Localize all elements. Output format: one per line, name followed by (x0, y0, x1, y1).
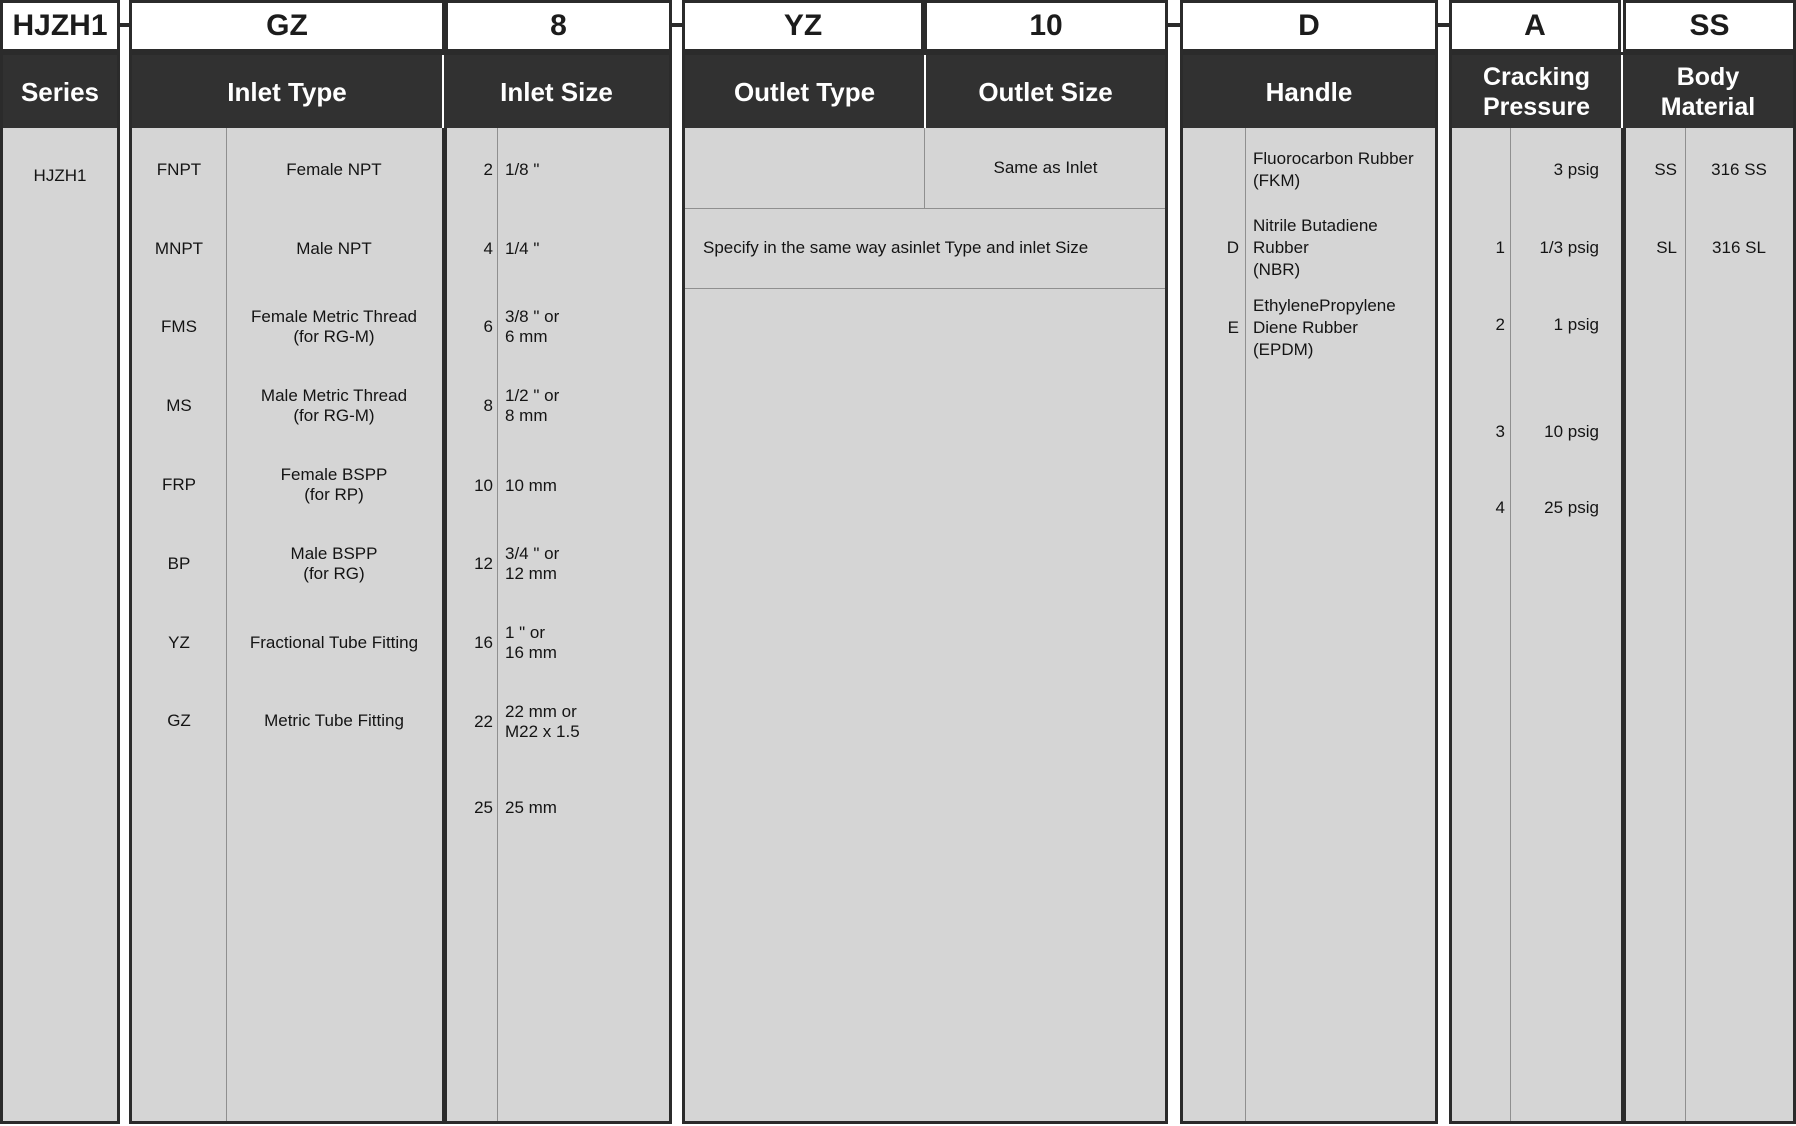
inlet-type-option (132, 544, 442, 584)
cracking-pressure-header: Cracking Pressure (1482, 62, 1591, 121)
section-handle (1180, 0, 1438, 1124)
section-divider (1621, 128, 1626, 1121)
inlet-type-option (132, 465, 442, 505)
option-code: 4 (483, 239, 493, 258)
inlet-type-option (132, 386, 442, 426)
option-label: Female Metric Thread (for RG-M) (251, 307, 417, 346)
option-code: 10 (474, 476, 493, 495)
handle-option (1183, 148, 1435, 192)
option-code: 6 (483, 317, 493, 336)
option-label: 1/2 " or 8 mm (505, 386, 560, 425)
row-divider (685, 288, 1165, 289)
option-code: E (1227, 318, 1239, 337)
option-code: 1 (1495, 238, 1505, 257)
option-code (1452, 160, 1510, 180)
body-material-option (1626, 238, 1793, 258)
option-code: MNPT (154, 239, 204, 258)
option-label: 25 mm (505, 798, 557, 817)
option-label: 10 psig (1544, 422, 1599, 441)
column-divider (924, 128, 925, 208)
option-label: EthylenePropylene Diene Rubber (EPDM) (1253, 296, 1396, 359)
section-outlet (682, 0, 1168, 1124)
option-code: 4 (1495, 498, 1505, 517)
section-series (0, 0, 120, 1124)
option-label: 1 " or 16 mm (505, 623, 557, 662)
option-code: 22 (474, 712, 493, 731)
inlet-type-option (132, 160, 442, 180)
body-material-option (1626, 160, 1793, 180)
option-code: 12 (474, 554, 493, 573)
section-pressure-material (1449, 0, 1796, 1124)
body-material-code-box: SS (1623, 0, 1796, 52)
option-label: Metric Tube Fitting (264, 711, 404, 730)
body-material-header: Body Material (1660, 62, 1756, 121)
option-code: 2 (1495, 315, 1505, 334)
option-label: 1 psig (1553, 315, 1599, 334)
inlet-size-option (447, 476, 669, 496)
option-label: Male NPT (296, 239, 372, 258)
option-label: 316 SL (1712, 238, 1766, 257)
outlet-size-note: Same as Inlet (993, 158, 1098, 177)
option-label: Male BSPP (for RG) (290, 544, 378, 583)
option-label: 3/8 " or 6 mm (505, 307, 560, 346)
column-divider (1510, 128, 1511, 1121)
inlet-type-header: Inlet Type (227, 76, 347, 107)
outlet-spec-note: Specify in the same way asinlet Type and inlet Size (703, 238, 1089, 257)
handle-code-box: D (1180, 0, 1438, 52)
option-label: Fractional Tube Fitting (249, 633, 419, 652)
inlet-type-option (132, 633, 442, 653)
option-code: BP (167, 554, 191, 573)
option-label: Male Metric Thread (for RG-M) (260, 386, 408, 425)
section-inlet (129, 0, 672, 1124)
option-code: FMS (161, 317, 197, 336)
option-code: GZ (167, 711, 191, 730)
option-code: 2 (483, 160, 493, 179)
option-code: 25 (474, 798, 493, 817)
option-label: Fluorocarbon Rubber (FKM) (1253, 149, 1414, 190)
option-code: MS (166, 396, 192, 415)
inlet-size-option (447, 702, 669, 742)
inlet-type-option (132, 307, 442, 347)
option-code: 8 (483, 396, 493, 415)
column-divider (226, 128, 227, 1121)
series-code-box: HJZH1 (0, 0, 120, 52)
cracking-pressure-code-box: A (1449, 0, 1621, 52)
cracking-pressure-option (1452, 422, 1621, 442)
inlet-type-code-box: GZ (129, 0, 445, 52)
handle-header: Handle (1265, 76, 1353, 107)
outlet-size-code-box: 10 (924, 0, 1168, 52)
cracking-pressure-option (1452, 160, 1621, 180)
row-divider (685, 208, 1165, 209)
inlet-size-option (447, 160, 669, 180)
option-label: 25 psig (1544, 498, 1599, 517)
inlet-size-option (447, 307, 669, 347)
option-code: D (1226, 238, 1239, 257)
series-value: HJZH1 (33, 166, 87, 185)
option-code: 3 (1495, 422, 1505, 441)
inlet-size-option (447, 386, 669, 426)
inlet-size-option (447, 798, 669, 818)
handle-option (1183, 215, 1435, 281)
option-label: 10 mm (505, 476, 557, 495)
option-label: 1/3 psig (1539, 238, 1599, 257)
inlet-size-header: Inlet Size (500, 76, 613, 107)
column-divider (1685, 128, 1686, 1121)
outlet-size-header: Outlet Size (978, 76, 1113, 107)
option-code: 16 (474, 633, 493, 652)
outlet-type-code-box: YZ (682, 0, 924, 52)
series-header: Series (20, 76, 100, 107)
inlet-type-option (132, 239, 442, 259)
cracking-pressure-option (1452, 498, 1621, 518)
option-label: Female BSPP (for RP) (280, 465, 388, 504)
outlet-type-header: Outlet Type (733, 76, 876, 107)
inlet-size-option (447, 623, 669, 663)
option-label: 1/4 " (505, 239, 540, 258)
inlet-size-option (447, 239, 669, 259)
inlet-type-option (132, 711, 442, 731)
inlet-size-code-box: 8 (445, 0, 672, 52)
option-code: SS (1654, 160, 1677, 179)
inlet-size-option (447, 544, 669, 584)
option-label: 3/4 " or 12 mm (505, 544, 560, 583)
option-label: 316 SS (1711, 160, 1767, 179)
option-label: Female NPT (286, 160, 382, 179)
cracking-pressure-option (1452, 315, 1621, 335)
handle-option (1183, 295, 1435, 361)
option-label: 22 mm or M22 x 1.5 (505, 702, 580, 741)
option-code: SL (1656, 238, 1677, 257)
option-label: Nitrile Butadiene Rubber (NBR) (1253, 216, 1378, 279)
cracking-pressure-option (1452, 238, 1621, 258)
option-code: FRP (162, 475, 196, 494)
option-code: FNPT (156, 160, 202, 179)
option-code: YZ (168, 633, 190, 652)
option-label: 3 psig (1553, 160, 1599, 179)
option-label: 1/8 " (505, 160, 540, 179)
